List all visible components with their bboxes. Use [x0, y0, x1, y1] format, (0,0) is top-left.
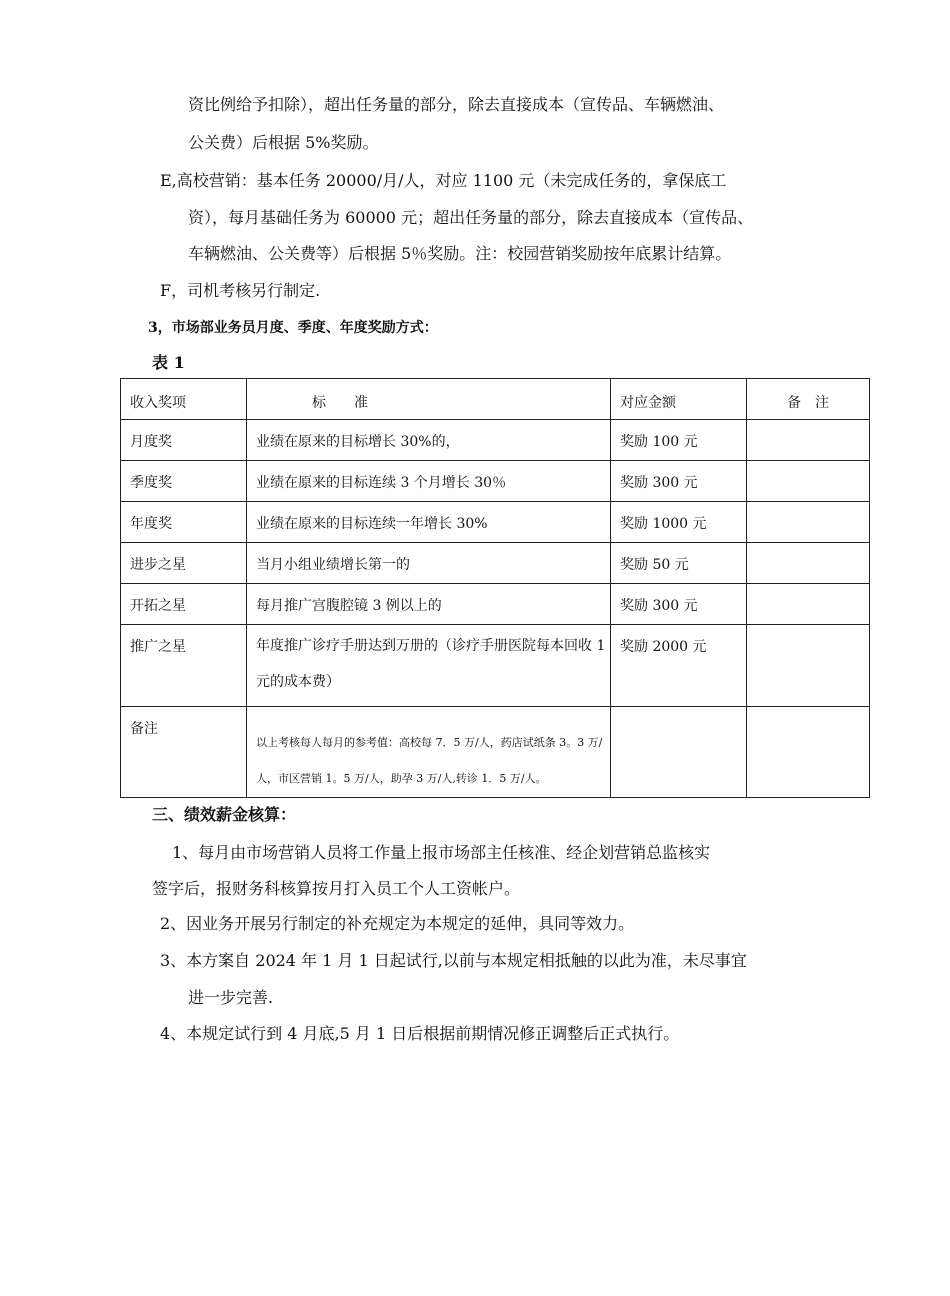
paragraph-line: 公关费）后根据 5%奖励。 — [188, 133, 379, 152]
item-e-line: 资），每月基础任务为 60000 元；超出任务量的部分，除去直接成本（宣传品、 — [188, 208, 754, 227]
table-cell-item: 月度奖 — [121, 420, 247, 461]
table-remark-text: 以上考核每人每月的参考值：高校每 7．5 万/人，药店试纸条 3。3 万/人，市区营销 1。5 万/人，助孕 3 万/人,转诊 1．5 万/人。 — [247, 707, 611, 798]
table-cell-item: 年度奖 — [121, 502, 247, 543]
table-cell-standard: 业绩在原来的目标连续 3 个月增长 30％ — [247, 461, 611, 502]
item-e-line: E,高校营销：基本任务 20000/月/人，对应 1100 元（未完成任务的，拿保底工 — [160, 171, 727, 190]
table-cell-note — [747, 584, 870, 625]
table-cell-amount: 奖励 1000 元 — [611, 502, 747, 543]
table-row — [121, 420, 870, 461]
table-cell-item: 开拓之星 — [121, 584, 247, 625]
reward-table — [120, 378, 870, 798]
item-f-line: F，司机考核另行制定. — [160, 281, 321, 300]
table-cell-amount: 奖励 2000 元 — [611, 625, 747, 707]
table-cell-standard: 当月小组业绩增长第一的 — [247, 543, 611, 584]
section-three-paragraph: 2、因业务开展另行制定的补充规定为本规定的延伸，具同等效力。 — [160, 914, 635, 933]
paragraph-line: 资比例给予扣除），超出任务量的部分，除去直接成本（宣传品、车辆燃油、 — [188, 95, 725, 114]
table-cell-amount: 奖励 300 元 — [611, 461, 747, 502]
table-cell-note — [747, 502, 870, 543]
section-three-title: 三、绩效薪金核算： — [152, 805, 297, 824]
section-3-heading: 3，市场部业务员月度、季度、年度奖励方式： — [148, 320, 438, 336]
table-cell-note — [747, 461, 870, 502]
table-header: 备 注 — [747, 379, 870, 420]
table-header-row — [121, 379, 870, 420]
table-cell-note — [747, 543, 870, 584]
section-three-paragraph: 3、本方案自 2024 年 1 月 1 日起试行,以前与本规定相抵触的以此为准，未尽事宜 — [160, 951, 747, 970]
section-three-paragraph: 1、每月由市场营销人员将工作量上报市场部主任核准、经企划营销总监核实 — [172, 843, 711, 862]
table-cell-amount — [611, 707, 747, 798]
table-cell-item: 推广之星 — [121, 625, 247, 707]
table-cell-note — [747, 420, 870, 461]
table-cell-note — [747, 625, 870, 707]
table-row — [121, 584, 870, 625]
table-row — [121, 502, 870, 543]
table-row — [121, 543, 870, 584]
table-header: 对应金额 — [611, 379, 747, 420]
table-row — [121, 461, 870, 502]
table-remark-label: 备注 — [121, 707, 247, 798]
table-row — [121, 625, 870, 707]
table-caption: 表 1 — [152, 353, 185, 372]
table-cell-standard: 业绩在原来的目标连续一年增长 30% — [247, 502, 611, 543]
table-cell-standard: 业绩在原来的目标增长 30%的， — [247, 420, 611, 461]
table-cell-amount: 奖励 50 元 — [611, 543, 747, 584]
table-cell-item: 进步之星 — [121, 543, 247, 584]
table-cell-amount: 奖励 300 元 — [611, 584, 747, 625]
table-cell-note — [747, 707, 870, 798]
table-cell-standard: 每月推广宫腹腔镜 3 例以上的 — [247, 584, 611, 625]
section-three-paragraph: 进一步完善. — [188, 988, 274, 1007]
table-remark-row — [121, 707, 870, 798]
table-cell-standard: 年度推广诊疗手册达到万册的（诊疗手册医院每本回收 1 元的成本费） — [247, 625, 611, 707]
table-header: 收入奖项 — [121, 379, 247, 420]
table-header: 标 准 — [247, 379, 611, 420]
section-three-paragraph: 签字后，报财务科核算按月打入员工个人工资帐户。 — [152, 879, 521, 898]
section-three-paragraph: 4、本规定试行到 4 月底,5 月 1 日后根据前期情况修正调整后正式执行。 — [160, 1024, 680, 1043]
item-e-line: 车辆燃油、公关费等）后根据 5％奖励。注：校园营销奖励按年底累计结算。 — [188, 244, 732, 263]
table-cell-amount: 奖励 100 元 — [611, 420, 747, 461]
table-cell-item: 季度奖 — [121, 461, 247, 502]
